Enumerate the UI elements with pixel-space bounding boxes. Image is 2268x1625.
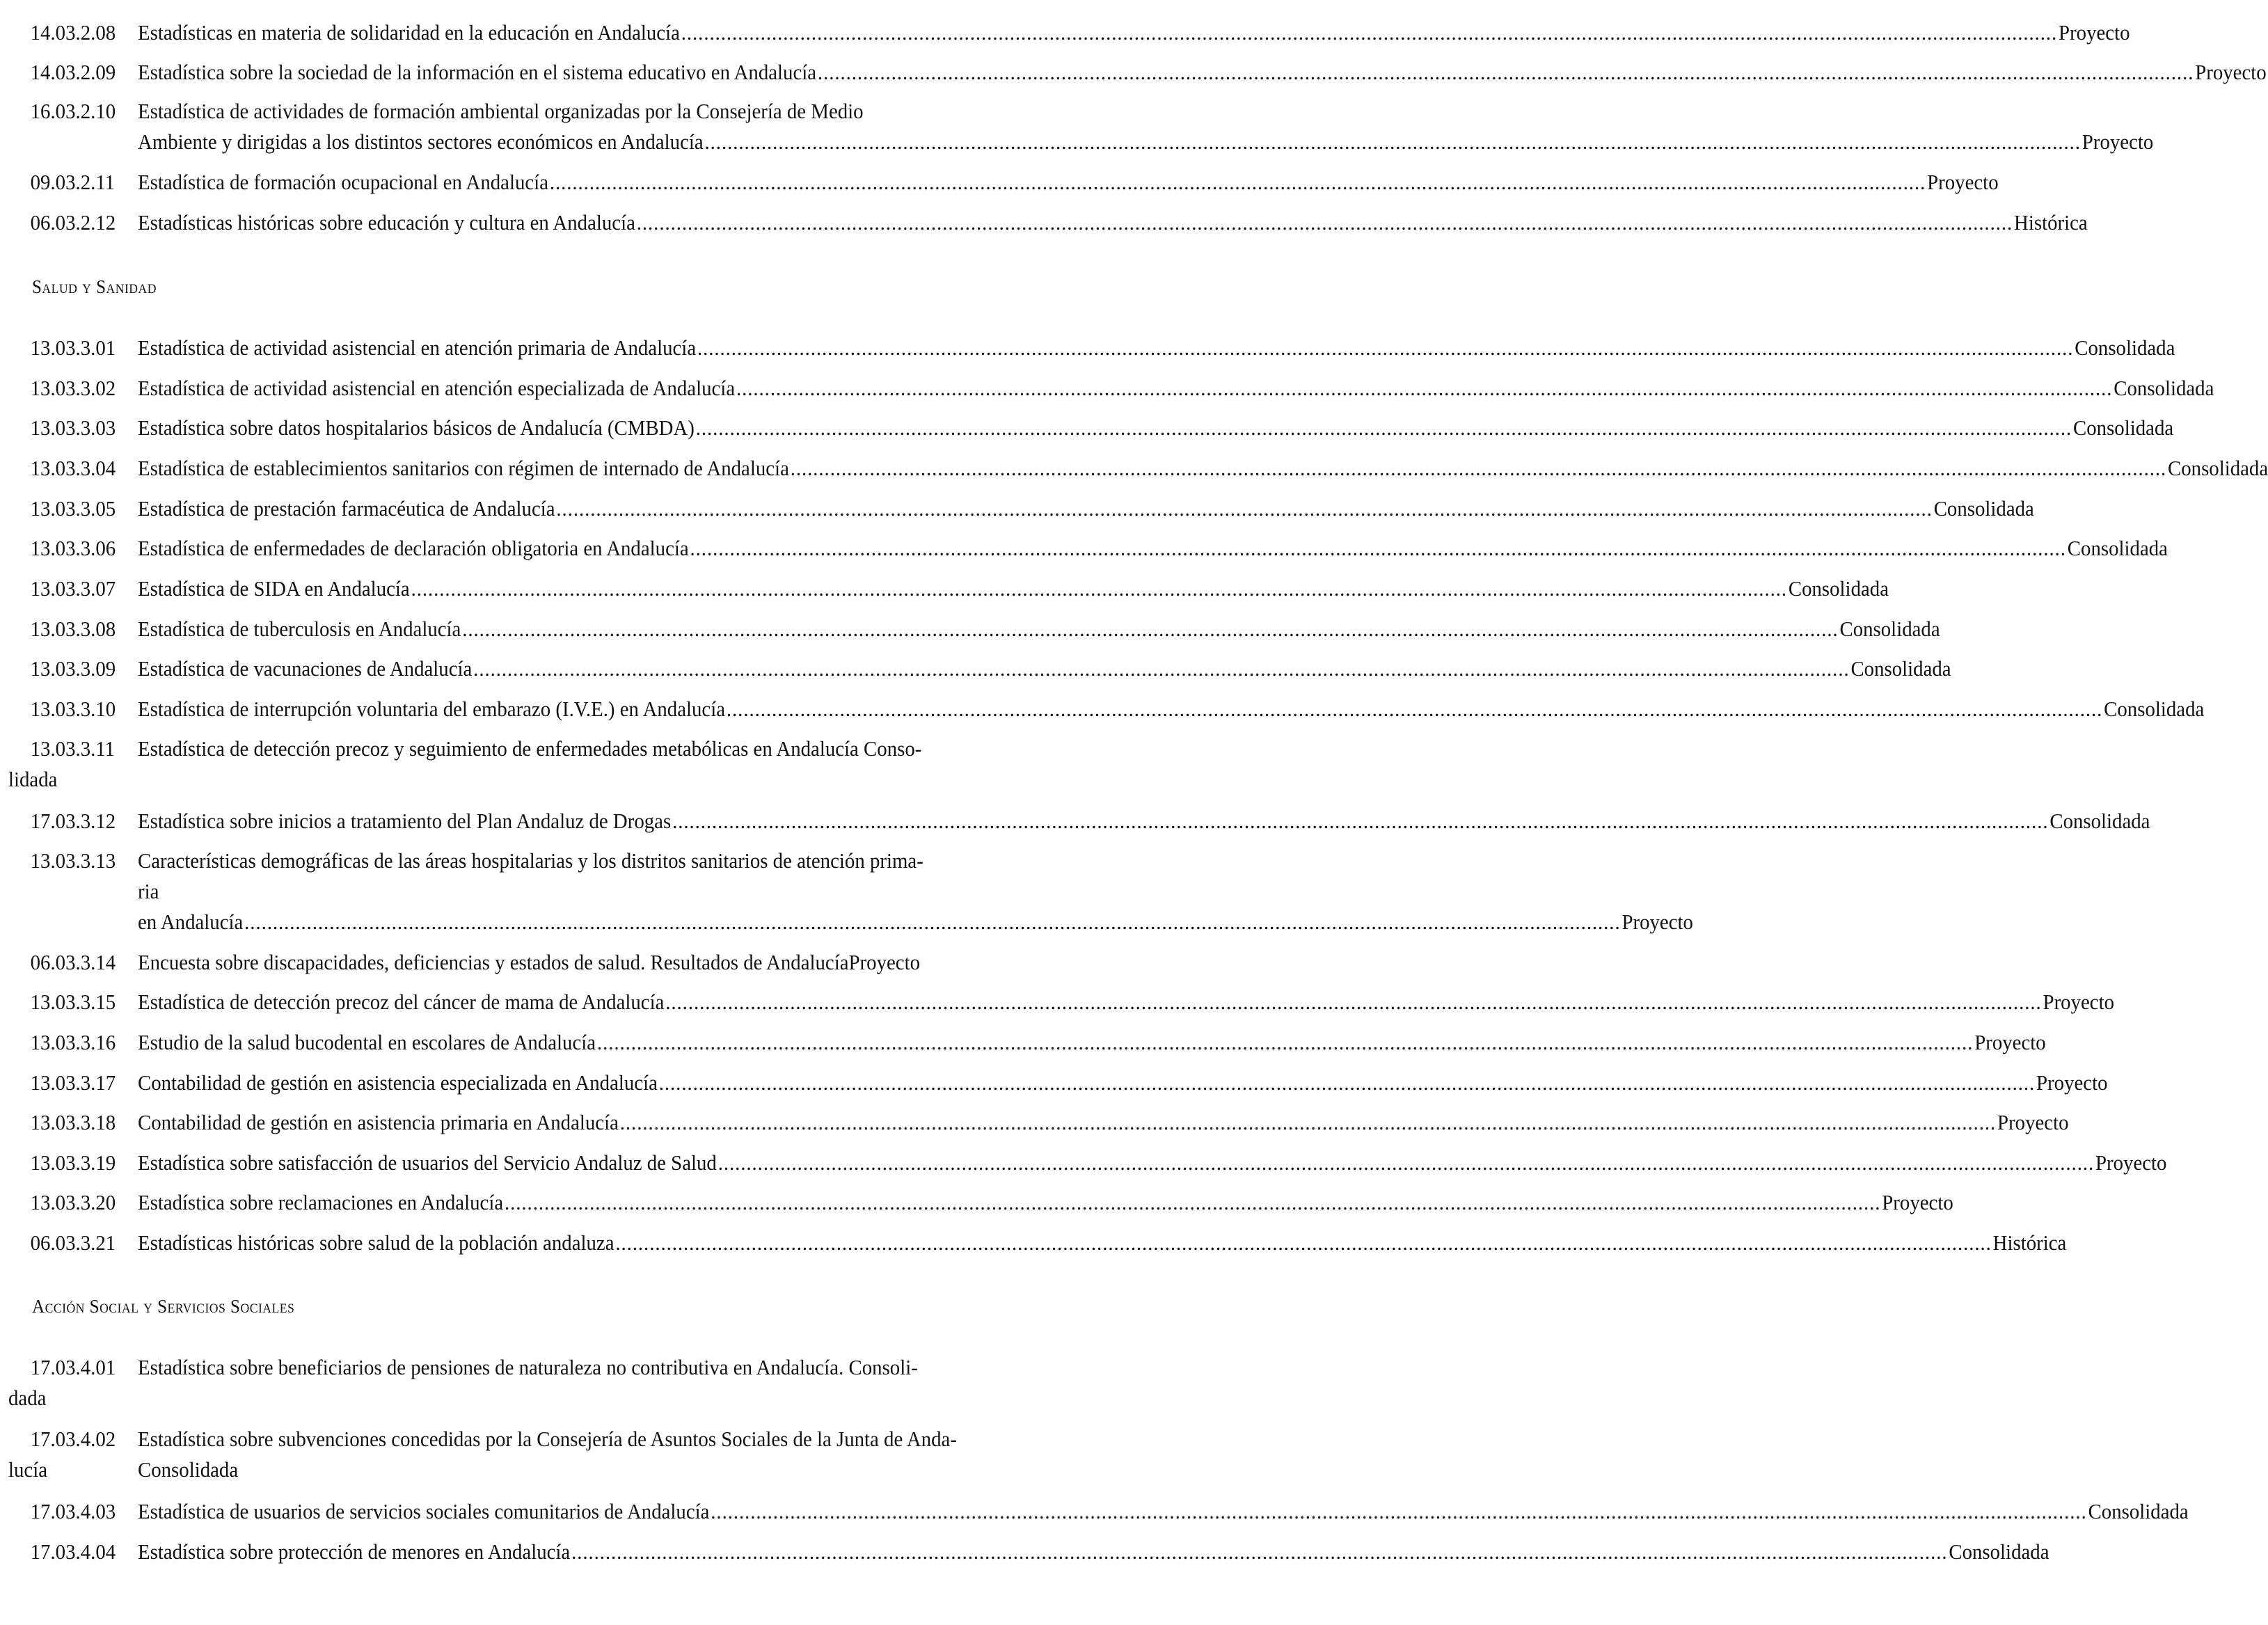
- entry-title: Estadística sobre protección de menores en Andalucía: [138, 1539, 571, 1564]
- entry-title-spill: dada: [8, 1386, 47, 1410]
- entry-title: Estadística de enfermedades de declaración obligatoria en Andalucía: [138, 536, 689, 560]
- leader-dots: ...................................................................................................................................................................................................................................................: [681, 20, 2058, 45]
- leader-dots: ...................................................................................................................................................................................................................................................: [619, 1110, 1997, 1134]
- entry-title: Estadística sobre satisfacción de usuarios del Servicio Andaluz de Salud: [138, 1150, 717, 1175]
- entry-title-spill: lucía: [8, 1457, 48, 1482]
- leader-dots: ...................................................................................................................................................................................................................................................: [711, 1499, 2087, 1523]
- entry-title: Contabilidad de gestión en asistencia primaria en Andalucía: [138, 1110, 619, 1134]
- entry-code: 13.03.3.06: [30, 536, 116, 560]
- entry-code: 13.03.3.05: [30, 496, 116, 521]
- entry-status: Consolidada: [1788, 576, 1889, 601]
- entry-code: 13.03.3.10: [30, 697, 116, 721]
- entry-code: 13.03.3.17: [30, 1070, 116, 1095]
- entry-status: Proyecto: [1927, 170, 1999, 194]
- entry-title: Estadística sobre reclamaciones en Andalucía: [138, 1190, 504, 1214]
- leader-dots: ...................................................................................................................................................................................................................................................: [736, 376, 2113, 400]
- leader-dots: ...................................................................................................................................................................................................................................................: [697, 335, 2074, 360]
- leader-dots: ...................................................................................................................................................................................................................................................: [411, 576, 1787, 601]
- entry-code: 17.03.4.04: [30, 1539, 116, 1564]
- entry-code: 14.03.2.08: [30, 20, 116, 45]
- entry-title: Estadística de tuberculosis en Andalucía: [138, 617, 461, 641]
- entry-code: 17.03.3.12: [30, 809, 116, 833]
- entry-code: 13.03.3.11: [30, 736, 116, 761]
- entry-status: Consolidada: [138, 1457, 239, 1482]
- leader-dots: ...................................................................................................................................................................................................................................................: [549, 170, 1926, 194]
- leader-dots: ...................................................................................................................................................................................................................................................: [695, 415, 2072, 440]
- entry-title: Estadística de prestación farmacéutica de Andalucía: [138, 496, 555, 521]
- entry-title: Estadística sobre beneficiarios de pensiones de naturaleza no contributiva en Andalucía. Consoli-: [138, 1355, 918, 1379]
- entry-title: Contabilidad de gestión en asistencia especializada en Andalucía: [138, 1070, 658, 1095]
- entry-status: Proyecto: [2195, 60, 2267, 84]
- entry-status: Consolidada: [2088, 1499, 2189, 1523]
- entry-status: Histórica: [1992, 1230, 2067, 1255]
- entry-title: Estadísticas históricas sobre salud de la población andaluza: [138, 1230, 614, 1255]
- entry-title: Estadística sobre inicios a tratamiento del Plan Andaluz de Drogas: [138, 809, 672, 833]
- leader-dots: ...................................................................................................................................................................................................................................................: [704, 129, 2081, 154]
- entry-status: Consolidada: [1839, 617, 1940, 641]
- entry-code: 13.03.3.13: [30, 848, 116, 873]
- entry-title: Estadística de actividades de formación ambiental organizadas por la Consejería de Medio: [138, 99, 864, 123]
- entry-code: 13.03.3.02: [30, 376, 116, 400]
- leader-dots: ...................................................................................................................................................................................................................................................: [636, 210, 2013, 235]
- entry-code: 06.03.2.12: [30, 210, 116, 235]
- entry-code: 14.03.2.09: [30, 60, 116, 84]
- leader-dots: ...................................................................................................................................................................................................................................................: [462, 617, 1839, 641]
- entry-status: Histórica: [2014, 210, 2088, 235]
- entry-status: Proyecto: [1997, 1110, 2069, 1134]
- entry-code: 13.03.3.15: [30, 990, 116, 1014]
- entry-title: Estudio de la salud bucodental en escolares de Andalucía: [138, 1030, 596, 1054]
- entry-code: 06.03.3.21: [30, 1230, 116, 1255]
- entry-title-continued: Ambiente y dirigidas a los distintos sectores económicos en Andalucía: [138, 129, 704, 154]
- entry-status: Proyecto: [2095, 1150, 2167, 1175]
- leader-dots: ...................................................................................................................................................................................................................................................: [571, 1539, 1948, 1564]
- entry-status: Proyecto: [2036, 1070, 2108, 1095]
- entry-code: 13.03.3.08: [30, 617, 116, 641]
- section-heading: Acción Social y Servicios Sociales: [32, 1296, 295, 1317]
- entry-code: 13.03.3.03: [30, 415, 116, 440]
- entry-title: Estadística de actividad asistencial en atención especializada de Andalucía: [138, 376, 736, 400]
- entry-status: Consolidada: [2067, 536, 2168, 560]
- entry-status: Consolidada: [1850, 656, 1951, 681]
- leader-dots: ...................................................................................................................................................................................................................................................: [244, 910, 1621, 934]
- leader-dots: ...................................................................................................................................................................................................................................................: [658, 1070, 2036, 1095]
- entry-title: Estadística de usuarios de servicios sociales comunitarios de Andalucía: [138, 1499, 710, 1523]
- entry-title: Estadística sobre subvenciones concedidas por la Consejería de Asuntos Sociales de la Junta de Anda-: [138, 1427, 957, 1451]
- entry-code: 17.03.4.01: [30, 1355, 116, 1379]
- entry-title: Estadísticas en materia de solidaridad en la educación en Andalucía: [138, 20, 680, 45]
- entry-code: 17.03.4.02: [30, 1427, 116, 1451]
- entry-status: Proyecto: [2081, 129, 2154, 154]
- entry-status: Consolidada: [2168, 456, 2268, 480]
- entry-code: 09.03.2.11: [30, 170, 116, 194]
- entry-title: Estadística de SIDA en Andalucía: [138, 576, 410, 601]
- entry-code: 13.03.3.19: [30, 1150, 116, 1175]
- entry-title-continued: ria: [138, 879, 159, 903]
- leader-dots: ...................................................................................................................................................................................................................................................: [505, 1190, 1881, 1214]
- entry-status: Consolidada: [2075, 335, 2175, 360]
- entry-code: 13.03.3.07: [30, 576, 116, 601]
- section-heading: Salud y Sanidad: [32, 276, 157, 297]
- entry-code: 06.03.3.14: [30, 950, 116, 974]
- entry-title: Estadísticas históricas sobre educación y cultura en Andalucía: [138, 210, 635, 235]
- leader-dots: ...................................................................................................................................................................................................................................................: [817, 60, 2194, 84]
- entry-title: Estadística de actividad asistencial en atención primaria de Andalucía: [138, 335, 697, 360]
- leader-dots: ...................................................................................................................................................................................................................................................: [790, 456, 2167, 480]
- entry-title: Encuesta sobre discapacidades, deficiencias y estados de salud. Resultados de AndalucíaProyecto: [138, 950, 921, 974]
- entry-status: Proyecto: [2059, 20, 2130, 45]
- leader-dots: ...................................................................................................................................................................................................................................................: [556, 496, 1933, 521]
- leader-dots: ...................................................................................................................................................................................................................................................: [717, 1150, 2095, 1175]
- entry-status: Consolidada: [1933, 496, 2034, 521]
- entry-title-spill: lidada: [8, 767, 58, 791]
- entry-code: 13.03.3.04: [30, 456, 116, 480]
- leader-dots: ...................................................................................................................................................................................................................................................: [615, 1230, 1992, 1255]
- entry-title-continued: en Andalucía: [138, 910, 244, 934]
- entry-code: 13.03.3.09: [30, 656, 116, 681]
- entry-code: 13.03.3.18: [30, 1110, 116, 1134]
- entry-status: Proyecto: [1974, 1030, 2046, 1054]
- entry-status: Proyecto: [1621, 910, 1693, 934]
- leader-dots: ...................................................................................................................................................................................................................................................: [726, 697, 2103, 721]
- entry-code: 13.03.3.20: [30, 1190, 116, 1214]
- entry-code: 13.03.3.16: [30, 1030, 116, 1054]
- leader-dots: ...................................................................................................................................................................................................................................................: [473, 656, 1850, 681]
- entry-status: Proyecto: [2043, 990, 2115, 1014]
- entry-title: Estadística sobre la sociedad de la información en el sistema educativo en Andalucía: [138, 60, 817, 84]
- entry-status: Consolidada: [2114, 376, 2214, 400]
- entry-title: Estadística de establecimientos sanitarios con régimen de internado de Andalucía: [138, 456, 789, 480]
- leader-dots: ...................................................................................................................................................................................................................................................: [665, 990, 2042, 1014]
- entry-title: Estadística de formación ocupacional en Andalucía: [138, 170, 548, 194]
- entry-code: 17.03.4.03: [30, 1499, 116, 1523]
- entry-title: Estadística de vacunaciones de Andalucía: [138, 656, 473, 681]
- entry-status: Consolidada: [2104, 697, 2205, 721]
- entry-title: Estadística sobre datos hospitalarios básicos de Andalucía (CMBDA): [138, 415, 695, 440]
- entry-status: Consolidada: [2073, 415, 2174, 440]
- leader-dots: ...................................................................................................................................................................................................................................................: [690, 536, 2066, 560]
- entry-status: Consolidada: [1949, 1539, 2049, 1564]
- leader-dots: ...................................................................................................................................................................................................................................................: [596, 1030, 1974, 1054]
- entry-title: Estadística de detección precoz y seguimiento de enfermedades metabólicas en Andalucía Conso-: [138, 736, 922, 761]
- entry-title: Estadística de interrupción voluntaria del embarazo (I.V.E.) en Andalucía: [138, 697, 726, 721]
- entry-code: 16.03.2.10: [30, 99, 116, 123]
- entry-status: Consolidada: [2049, 809, 2150, 833]
- leader-dots: ...................................................................................................................................................................................................................................................: [672, 809, 2049, 833]
- entry-status: Proyecto: [1882, 1190, 1953, 1214]
- entry-title: Estadística de detección precoz del cáncer de mama de Andalucía: [138, 990, 665, 1014]
- entry-code: 13.03.3.01: [30, 335, 116, 360]
- entry-title: Características demográficas de las áreas hospitalarias y los distritos sanitarios de atención prima-: [138, 848, 923, 873]
